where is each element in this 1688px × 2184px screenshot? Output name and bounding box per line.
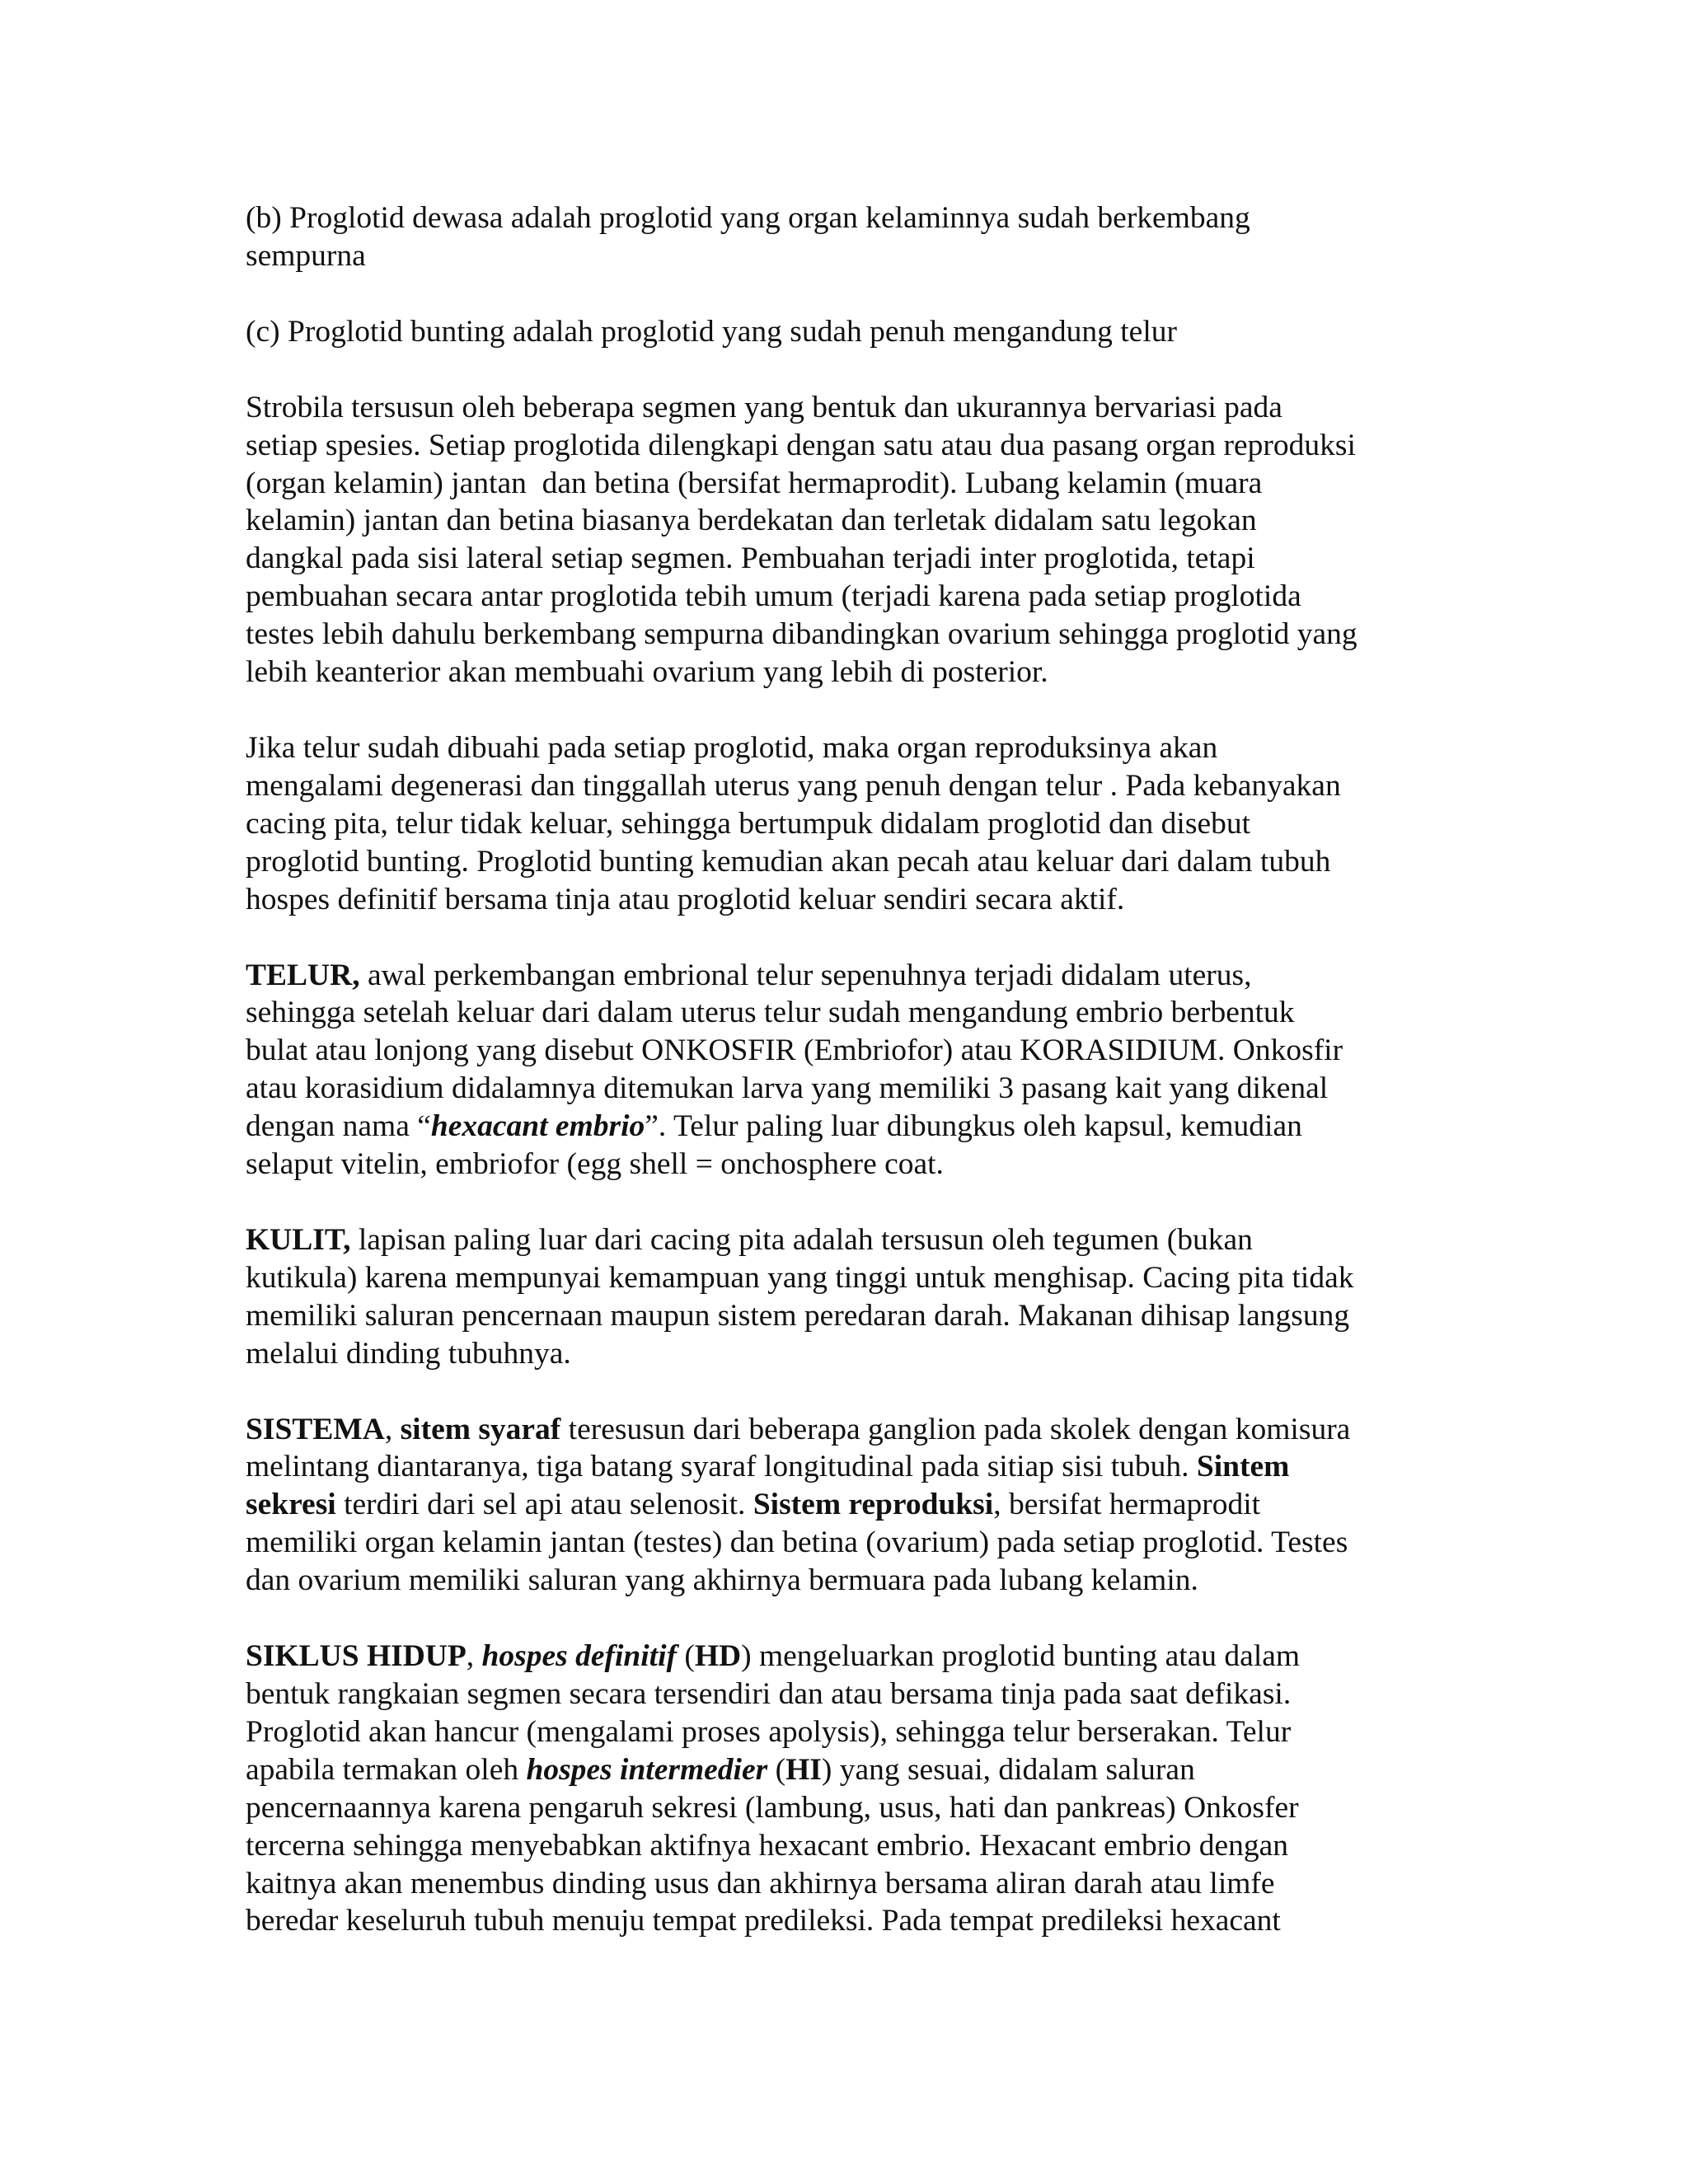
text-run: kutikula) karena mempunyai kemampuan yang tinggi untuk menghisap. Cacing pita tidak xyxy=(246,1260,1354,1295)
text-line xyxy=(246,540,1441,578)
text-line xyxy=(246,1865,1441,1903)
text-run: bentuk rangkaian segmen secara tersendiri dan atau bersama tinja pada saat defikasi. xyxy=(246,1677,1292,1711)
text-line xyxy=(246,502,1441,540)
text-line xyxy=(246,1827,1441,1865)
text-run: testes lebih dahulu berkembang sempurna dibandingkan ovarium sehingga proglotid yang xyxy=(246,617,1357,652)
bold-term: Sintem xyxy=(1196,1450,1290,1484)
text-run: ) mengeluarkan proglotid bunting atau dalam xyxy=(741,1639,1301,1674)
text-line xyxy=(246,1032,1441,1070)
bold-term: SISTEMA xyxy=(246,1412,385,1446)
paragraph-strobila xyxy=(246,389,1441,691)
bold-italic-term: hexacant embrio xyxy=(430,1109,645,1144)
text-line xyxy=(246,1335,1441,1373)
text-run: sehingga setelah keluar dari dalam uterus telur sudah mengandung embrio berbentuk xyxy=(246,996,1295,1030)
text-line xyxy=(246,1146,1441,1183)
text-run: hospes definitif bersama tinja atau proglotid keluar sendiri secara aktif. xyxy=(246,882,1125,916)
text-run: melintang diantaranya, tiga batang syaraf longitudinal pada sitiap sisi tubuh. xyxy=(246,1450,1197,1484)
bold-term: SIKLUS HIDUP xyxy=(246,1639,467,1674)
text-run: pencernaannya karena pengaruh sekresi (lambung, usus, hati dan pankreas) Onkosfer xyxy=(246,1790,1299,1825)
bold-italic-term: hospes definitif xyxy=(481,1639,677,1674)
text-line xyxy=(246,199,1441,237)
paragraph-sistema xyxy=(246,1411,1441,1601)
text-run: memiliki organ kelamin jantan (testes) dan betina (ovarium) pada setiap proglotid. Testes xyxy=(246,1526,1348,1560)
text-line xyxy=(246,313,1441,351)
bold-term: Sistem reproduksi xyxy=(753,1488,994,1522)
text-run: apabila termakan oleh xyxy=(246,1752,527,1787)
text-run: ( xyxy=(767,1752,786,1787)
text-run: , xyxy=(384,1412,401,1446)
term-wrapper xyxy=(482,1639,677,1673)
text-line xyxy=(246,1638,1441,1675)
document-page xyxy=(246,199,1441,1978)
text-line xyxy=(246,1448,1441,1486)
text-run: dangkal pada sisi lateral setiap segmen. Pembuahan terjadi inter proglotida, tetapi xyxy=(246,541,1255,576)
text-run: sempurna xyxy=(246,238,366,273)
text-line xyxy=(246,1411,1441,1449)
text-line xyxy=(246,1486,1441,1524)
term-wrapper xyxy=(526,1753,767,1787)
text-run: kaitnya akan menembus dinding usus dan akhirnya bersama aliran darah atau limfe xyxy=(246,1866,1275,1900)
paragraph-telur-dibuahi xyxy=(246,729,1441,919)
text-run: , bersifat hermaprodit xyxy=(993,1488,1261,1522)
text-line xyxy=(246,1524,1441,1562)
text-run: Strobila tersusun oleh beberapa segmen yang bentuk dan ukurannya bervariasi pada xyxy=(246,390,1282,424)
text-run: terdiri dari sel api atau selenosit. xyxy=(335,1488,753,1522)
text-run: Proglotid akan hancur (mengalami proses apolysis), sehingga telur berserakan. Telur xyxy=(246,1714,1292,1749)
bold-term: HD xyxy=(694,1639,742,1674)
paragraph-proglotid-dewasa xyxy=(246,199,1441,275)
bold-term: KULIT, xyxy=(246,1222,351,1257)
text-run: mengalami degenerasi dan tinggallah uterus yang penuh dengan telur . Pada kebanyakan xyxy=(246,768,1341,803)
text-line xyxy=(246,1675,1441,1713)
text-line xyxy=(246,1751,1441,1789)
bold-italic-term: hospes intermedier xyxy=(526,1752,768,1787)
text-line xyxy=(246,654,1441,691)
text-run: (c) Proglotid bunting adalah proglotid yang sudah penuh mengandung telur xyxy=(246,314,1177,349)
text-line xyxy=(246,805,1441,843)
text-line xyxy=(246,616,1441,654)
text-line xyxy=(246,1562,1441,1600)
text-line xyxy=(246,881,1441,919)
text-line xyxy=(246,465,1441,503)
text-run: memiliki saluran pencernaan maupun sistem peredaran darah. Makanan dihisap langsung xyxy=(246,1298,1350,1333)
text-line xyxy=(246,994,1441,1032)
text-line xyxy=(246,1297,1441,1335)
text-line xyxy=(246,729,1441,767)
text-line xyxy=(246,578,1441,616)
paragraph-telur xyxy=(246,957,1441,1183)
bold-term: TELUR, xyxy=(246,958,360,992)
text-run: dan ovarium memiliki saluran yang akhirnya bermuara pada lubang kelamin. xyxy=(246,1563,1198,1598)
bold-term: sitem syaraf xyxy=(400,1412,561,1446)
term-wrapper xyxy=(431,1109,645,1143)
text-run: tercerna sehingga menyebabkan aktifnya hexacant embrio. Hexacant embrio dengan xyxy=(246,1828,1289,1863)
text-line xyxy=(246,1259,1441,1297)
text-run: lebih keanterior akan membuahi ovarium yang lebih di posterior. xyxy=(246,655,1048,690)
text-run: Jika telur sudah dibuahi pada setiap proglotid, maka organ reproduksinya akan xyxy=(246,730,1218,765)
paragraph-proglotid-bunting xyxy=(246,313,1441,351)
text-run: cacing pita, telur tidak keluar, sehingga bertumpuk didalam proglotid dan disebut xyxy=(246,806,1251,841)
text-line xyxy=(246,389,1441,427)
text-run: dengan nama “ xyxy=(246,1109,431,1144)
bold-term: sekresi xyxy=(246,1488,336,1522)
text-line xyxy=(246,237,1441,275)
text-line xyxy=(246,1713,1441,1751)
text-run: awal perkembangan embrional telur sepenuhnya terjadi didalam uterus, xyxy=(359,958,1252,992)
text-run: selaput vitelin, embriofor (egg shell = onchosphere coat. xyxy=(246,1147,944,1182)
bold-term: HI xyxy=(785,1752,822,1787)
text-line xyxy=(246,1789,1441,1827)
text-run: ( xyxy=(677,1639,695,1674)
text-line xyxy=(246,1070,1441,1108)
text-run: , xyxy=(466,1639,482,1674)
text-run: (b) Proglotid dewasa adalah proglotid yang organ kelaminnya sudah berkembang xyxy=(246,201,1250,235)
text-run: bulat atau lonjong yang disebut ONKOSFIR (Embriofor) atau KORASIDIUM. Onkosfir xyxy=(246,1033,1343,1068)
text-run: atau korasidium didalamnya ditemukan larva yang memiliki 3 pasang kait yang dikenal xyxy=(246,1071,1329,1106)
text-line xyxy=(246,1108,1441,1146)
text-run: ) yang sesuai, didalam saluran xyxy=(821,1752,1195,1787)
paragraph-kulit xyxy=(246,1221,1441,1373)
text-line xyxy=(246,767,1441,805)
text-run: setiap spesies. Setiap proglotida dilengkapi dengan satu atau dua pasang organ reproduksi xyxy=(246,428,1356,462)
text-line xyxy=(246,957,1441,995)
text-line xyxy=(246,427,1441,465)
text-run: teresusun dari beberapa ganglion pada skolek dengan komisura xyxy=(560,1412,1351,1446)
text-run: pembuahan secara antar proglotida tebih umum (terjadi karena pada setiap proglotida xyxy=(246,579,1301,614)
text-run: melalui dinding tubuhnya. xyxy=(246,1336,571,1371)
paragraph-siklus-hidup xyxy=(246,1638,1441,1940)
text-run: lapisan paling luar dari cacing pita adalah tersusun oleh tegumen (bukan xyxy=(350,1222,1253,1257)
text-line xyxy=(246,1221,1441,1259)
text-run: beredar keseluruh tubuh menuju tempat predileksi. Pada tempat predileksi hexacant xyxy=(246,1904,1281,1938)
text-run: (organ kelamin) jantan dan betina (bersifat hermaprodit). Lubang kelamin (muara xyxy=(246,466,1263,500)
text-run: proglotid bunting. Proglotid bunting kemudian akan pecah atau keluar dari dalam tubuh xyxy=(246,844,1331,879)
text-run: ”. Telur paling luar dibungkus oleh kapsul, kemudian xyxy=(645,1109,1302,1144)
text-line xyxy=(246,843,1441,881)
text-run: kelamin) jantan dan betina biasanya berdekatan dan terletak didalam satu legokan xyxy=(246,504,1257,538)
text-line xyxy=(246,1902,1441,1940)
